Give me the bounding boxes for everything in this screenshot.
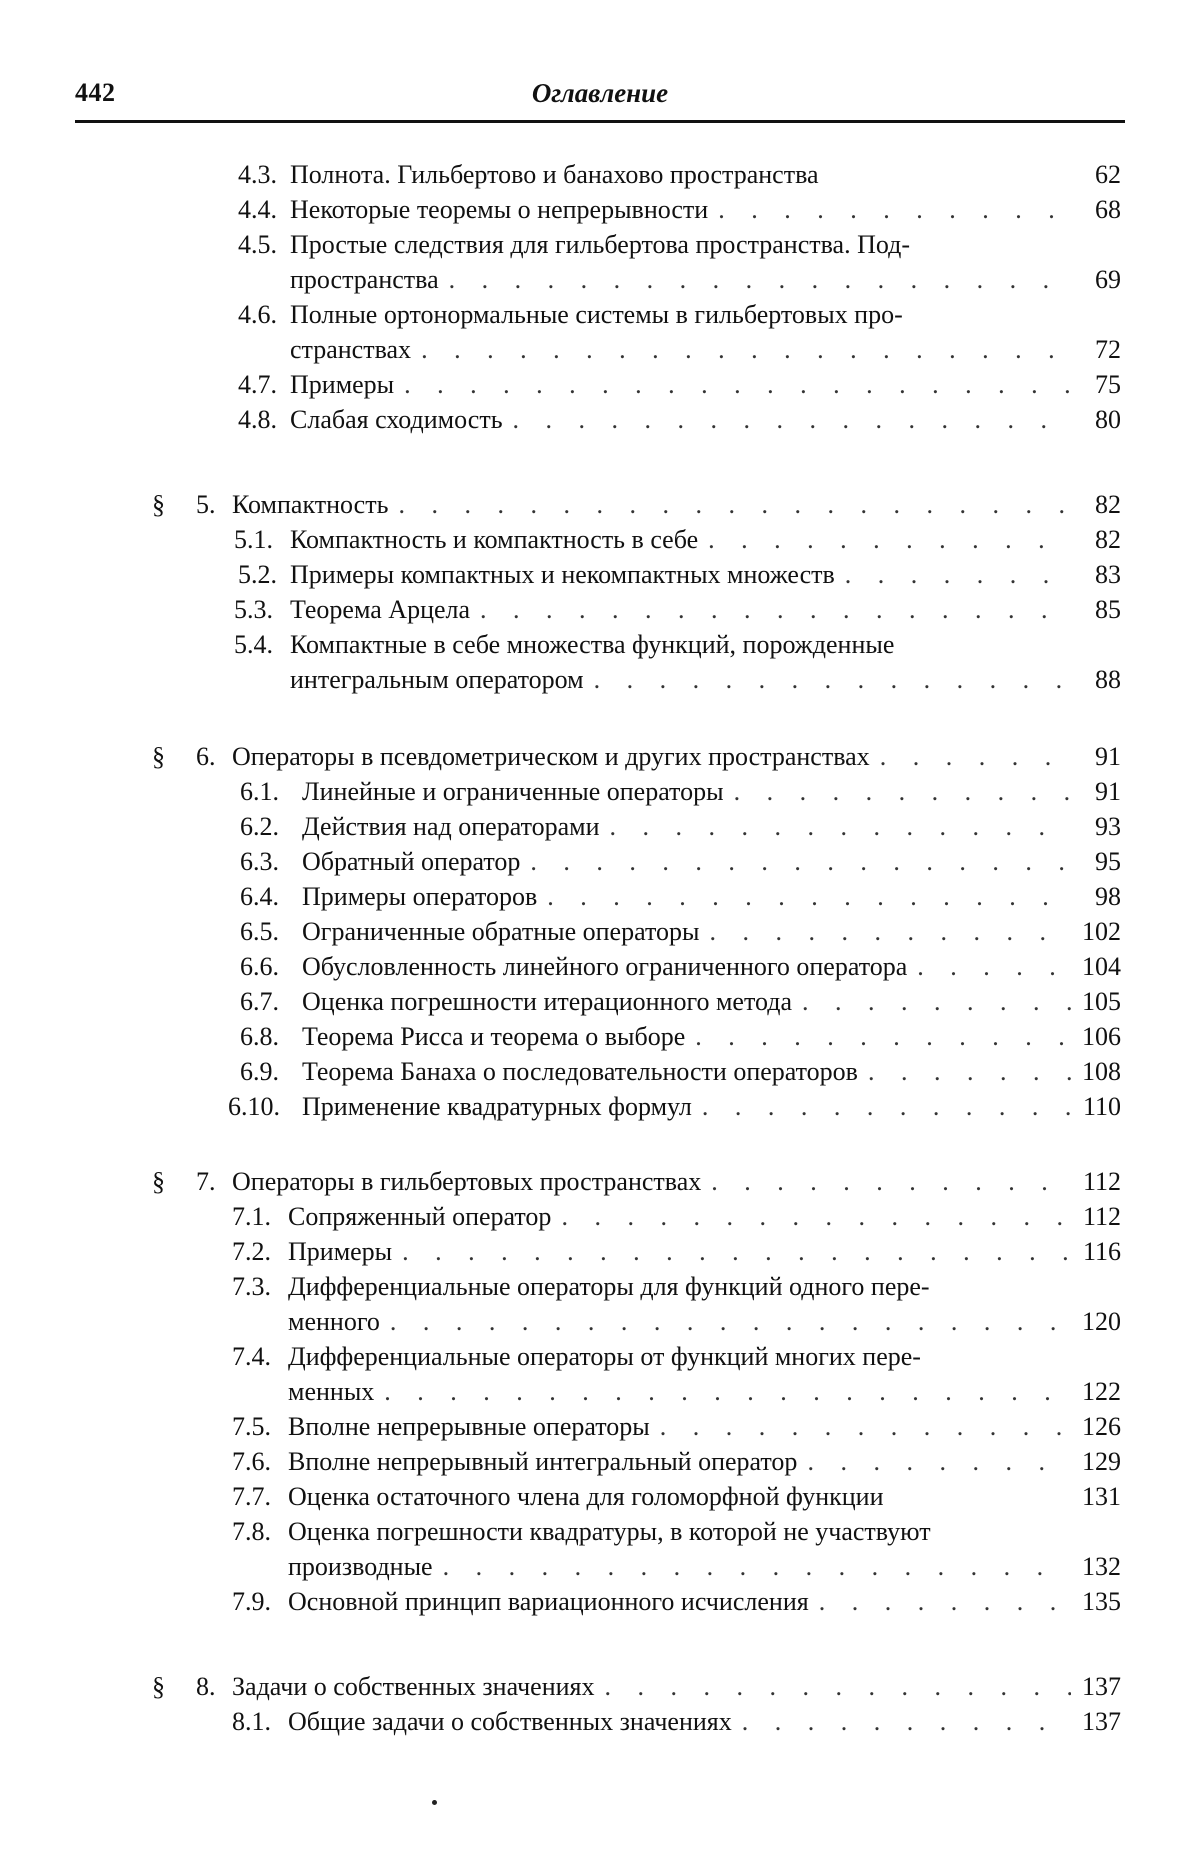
toc-entry-4-5-cont: пространства . . . 69 xyxy=(290,263,1121,297)
toc-entry-6-2: 6.2. Действия над операторами . . . 93 xyxy=(240,810,1121,844)
toc-section-5: § 5. Компактность . . . 82 xyxy=(152,488,1121,522)
toc-entry-5-3: 5.3. Теорема Арцела . . . 85 xyxy=(234,593,1121,627)
header-rule xyxy=(75,120,1125,123)
toc-entry-4-6: 4.6. Полные ортонормальные системы в гильбертовых про- xyxy=(238,300,903,329)
toc-entry-7-2: 7.2. Примеры . . . 116 xyxy=(232,1235,1121,1269)
toc-entry-4-7: 4.7. Примеры . . . 75 xyxy=(238,368,1121,402)
toc-entry-7-8: 7.8. Оценка погрешности квадратуры, в которой не участвуют xyxy=(232,1517,931,1546)
toc-entry-7-6: 7.6. Вполне непрерывный интегральный оператор . . . 129 xyxy=(232,1445,1121,1479)
toc-entry-7-4-cont: менных . . . 122 xyxy=(288,1375,1121,1409)
toc-entry-5-4-cont: интегральным оператором . . . 88 xyxy=(290,663,1121,697)
toc-entry-4-5: 4.5. Простые следствия для гильбертова пространства. Под- xyxy=(238,230,911,259)
toc-entry-6-4: 6.4. Примеры операторов . . . 98 xyxy=(240,880,1121,914)
toc-entry-6-6: 6.6. Обусловленность линейного ограниченного оператора . . . 104 xyxy=(240,950,1121,984)
toc-entry-4-3: 4.3. Полнота. Гильбертово и банахово пространства 62 xyxy=(238,160,1121,189)
toc-section-6: § 6. Операторы в псевдометрическом и других пространствах . . . 91 xyxy=(152,740,1121,774)
toc-entry-6-9: 6.9. Теорема Банаха о последовательности операторов . . . 108 xyxy=(240,1055,1121,1089)
toc-entry-4-8: 4.8. Слабая сходимость . . . 80 xyxy=(238,403,1121,437)
toc-entry-7-3-cont: менного . . . 120 xyxy=(288,1305,1121,1339)
toc-entry-7-7: 7.7. Оценка остаточного члена для голоморфной функции 131 xyxy=(232,1482,1121,1511)
toc-entry-5-4: 5.4. Компактные в себе множества функций, порожденные xyxy=(234,630,895,659)
toc-entry-6-1: 6.1. Линейные и ограниченные операторы . . . 91 xyxy=(240,775,1121,809)
stray-dot xyxy=(432,1800,437,1805)
toc-entry-7-3: 7.3. Дифференциальные операторы для функций одного пере- xyxy=(232,1272,930,1301)
toc-entry-5-2: 5.2. Примеры компактных и некомпактных множеств . . . 83 xyxy=(238,558,1121,592)
toc-section-8: § 8. Задачи о собственных значениях . . . 137 xyxy=(152,1670,1121,1704)
toc-entry-4-6-cont: странствах . . . 72 xyxy=(290,333,1121,367)
toc-section-7: § 7. Операторы в гильбертовых пространствах . . . 112 xyxy=(152,1165,1121,1199)
toc-entry-5-1: 5.1. Компактность и компактность в себе . . . 82 xyxy=(234,523,1121,557)
toc-entry-7-4: 7.4. Дифференциальные операторы от функций многих пере- xyxy=(232,1342,921,1371)
toc-entry-7-9: 7.9. Основной принцип вариационного исчисления . . . 135 xyxy=(232,1585,1121,1619)
toc-entry-6-8: 6.8. Теорема Рисса и теорема о выборе . . . 106 xyxy=(240,1020,1121,1054)
toc-entry-6-7: 6.7. Оценка погрешности итерационного метода . . . 105 xyxy=(240,985,1121,1019)
toc-entry-6-3: 6.3. Обратный оператор . . . 95 xyxy=(240,845,1121,879)
toc-entry-7-1: 7.1. Сопряженный оператор . . . 112 xyxy=(232,1200,1121,1234)
page-header xyxy=(75,78,1125,118)
toc-entry-8-1: 8.1. Общие задачи о собственных значениях . . . 137 xyxy=(232,1705,1121,1739)
toc-entry-7-5: 7.5. Вполне непрерывные операторы . . . 126 xyxy=(232,1410,1121,1444)
toc-entry-7-8-cont: производные . . . 132 xyxy=(288,1550,1121,1584)
page-number: 442 xyxy=(75,78,116,107)
toc-entry-6-10: 6.10. Применение квадратурных формул . . . 110 xyxy=(228,1090,1121,1124)
toc-entry-6-5: 6.5. Ограниченные обратные операторы . . . 102 xyxy=(240,915,1121,949)
running-title: Оглавление xyxy=(531,78,669,108)
toc-entry-4-4: 4.4. Некоторые теоремы о непрерывности . . . 68 xyxy=(238,193,1121,227)
